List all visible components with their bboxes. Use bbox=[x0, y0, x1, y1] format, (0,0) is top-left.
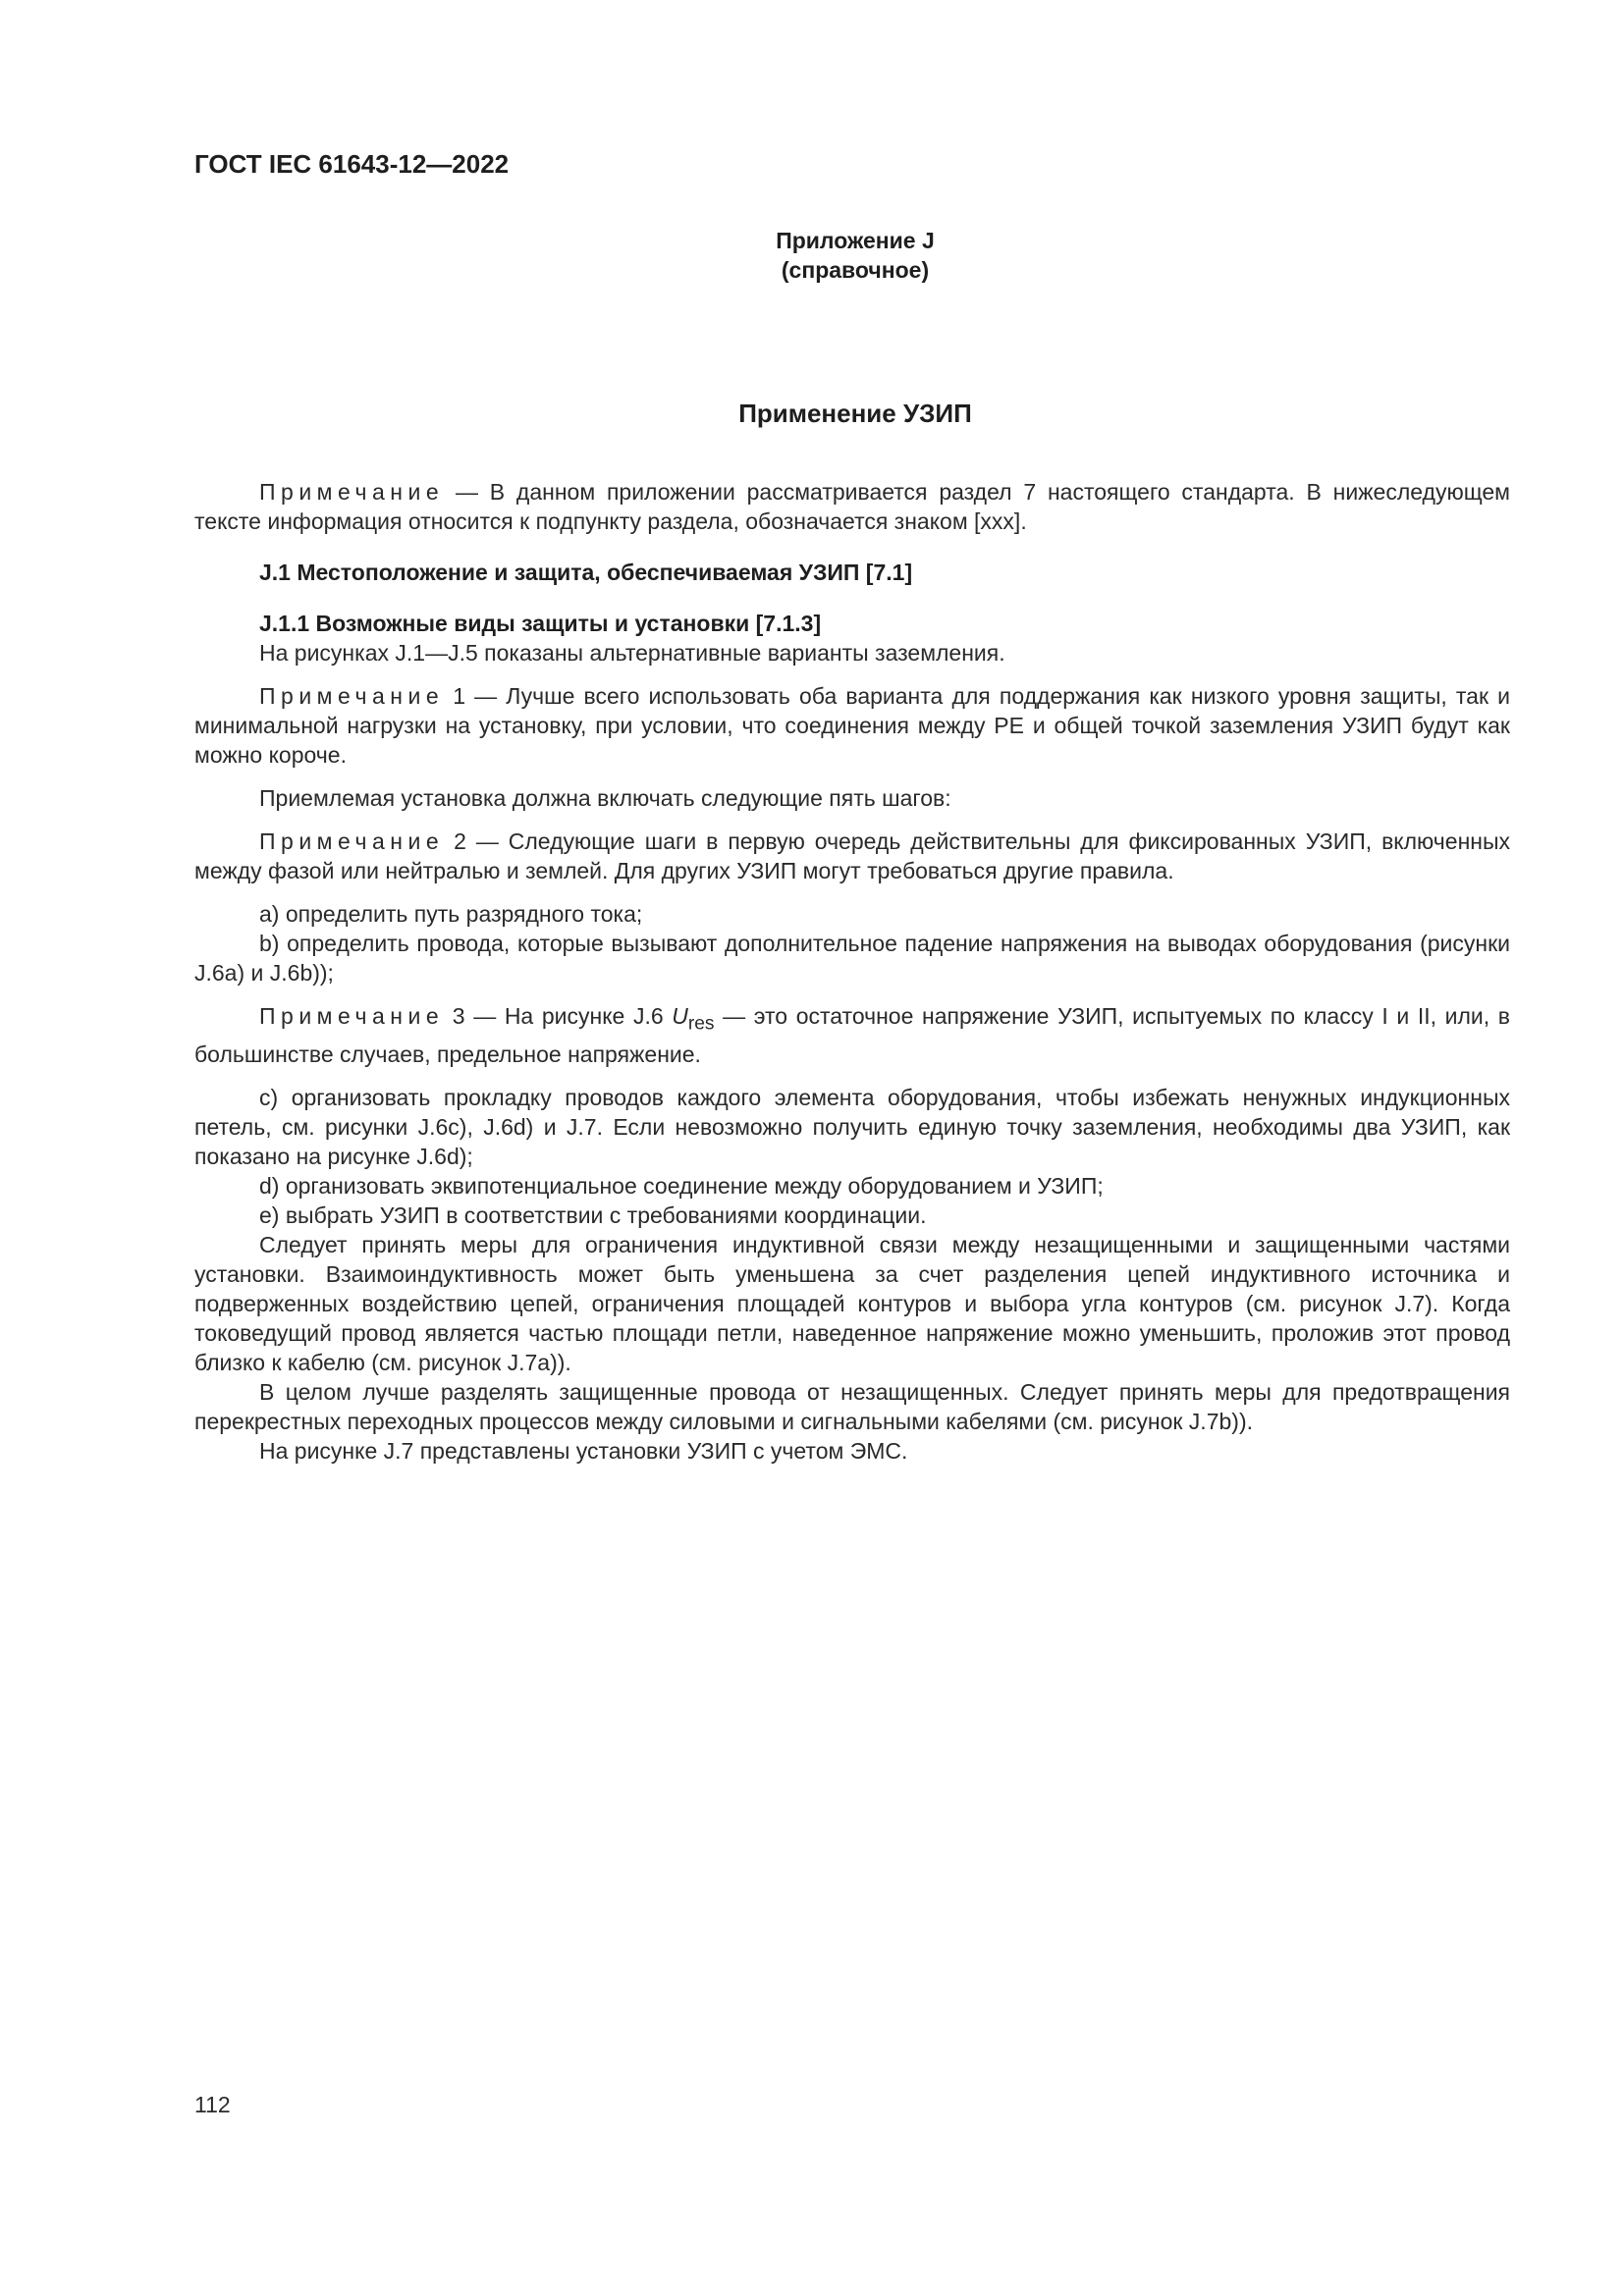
note-3 bbox=[194, 1001, 1510, 1069]
body-text bbox=[194, 477, 1510, 1466]
note-intro bbox=[194, 477, 1510, 536]
note-1 bbox=[194, 681, 1510, 770]
note-text: 3 — На рисунке J.6 bbox=[444, 1003, 673, 1029]
note-text: — В данном приложении рассматривается раздел 7 настоящего стандарта. В нижеследующем тексте информация относится к подпункту раздела, обозначается знаком [xxx]. bbox=[194, 479, 1510, 534]
step-a: а) определить путь разрядного тока; bbox=[259, 901, 643, 927]
note-label: Примечание bbox=[259, 479, 445, 505]
appendix-type: (справочное) bbox=[781, 257, 930, 283]
section-j11-heading: J.1.1 Возможные виды защиты и установки [7.1.3] bbox=[259, 611, 822, 636]
steps-intro: Приемлемая установка должна включать следующие пять шагов: bbox=[259, 785, 951, 811]
section-j11-intro: На рисунках J.1—J.5 показаны альтернативные варианты заземления. bbox=[259, 640, 1005, 666]
document-header: ГОСТ IEC 61643-12—2022 bbox=[194, 149, 510, 179]
note-text: 2 — Следующие шаги в первую очередь действительны для фиксированных УЗИП, включенных между фазой или нейтралью и землей. Для других УЗИП могут требоваться другие правила. bbox=[194, 828, 1510, 883]
voltage-subscript: res bbox=[687, 1013, 715, 1035]
page-number: 112 bbox=[194, 2092, 231, 2117]
step-c: c) организовать прокладку проводов каждого элемента оборудования, чтобы избежать ненужных индукционных петель, см. рисунки J.6c), J.6d) и J.7. Если невозможно получить единую точку заземления, необходимы два УЗИП, как показано на рисунке J.6d); bbox=[194, 1084, 1510, 1169]
section-j1-heading: J.1 Местоположение и защита, обеспечиваемая УЗИП [7.1] bbox=[259, 560, 913, 585]
note-label: Примечание bbox=[259, 1003, 445, 1029]
step-b: b) определить провода, которые вызывают дополнительное падение напряжения на выводах оборудования (рисунки J.6a) и J.6b)); bbox=[194, 931, 1510, 986]
voltage-symbol: U bbox=[672, 1003, 688, 1029]
appendix-label: Приложение J bbox=[776, 228, 935, 253]
note-text: 1 — Лучше всего использовать оба варианта для поддержания как низкого уровня защиты, так и минимальной нагрузки на установку, при условии, что соединения между PE и общей точкой заземления УЗИП будут как можно короче. bbox=[194, 683, 1510, 768]
para-figure: На рисунке J.7 представлены установки УЗИП с учетом ЭМС. bbox=[259, 1437, 908, 1464]
para-inductive: Следует принять меры для ограничения индуктивной связи между незащищенными и защищенными частями установки. Взаимоиндуктивность может быть уменьшена за счет разделения цепей индуктивного источника и подверженных воздействию цепей, ограничения площадей контуров и выбора угла контуров (см. рисунок J.7). Когда токоведущий провод является частью площади петли, наведенное напряжение можно уменьшить, проложив этот провод близко к кабелю (см. рисунок J.7a)). bbox=[194, 1231, 1510, 1375]
para-separate: В целом лучше разделять защищенные провода от незащищенных. Следует принять меры для предотвращения перекрестных переходных процессов между силовыми и сигнальными кабелями (см. рисунок J.7b)). bbox=[194, 1378, 1510, 1434]
step-d: d) организовать эквипотенциальное соединение между оборудованием и УЗИП; bbox=[259, 1172, 1104, 1199]
appendix-title: Применение УЗИП bbox=[738, 399, 972, 428]
note-2 bbox=[194, 827, 1510, 885]
note-text: — это остаточное напряжение УЗИП, испытуемых по классу I и II, или, в большинстве случаев, предельное напряжение. bbox=[194, 1003, 1510, 1067]
note-label: Примечание bbox=[259, 683, 445, 709]
note-label: Примечание bbox=[259, 828, 445, 854]
step-e: e) выбрать УЗИП в соответствии с требованиями координации. bbox=[259, 1201, 927, 1228]
